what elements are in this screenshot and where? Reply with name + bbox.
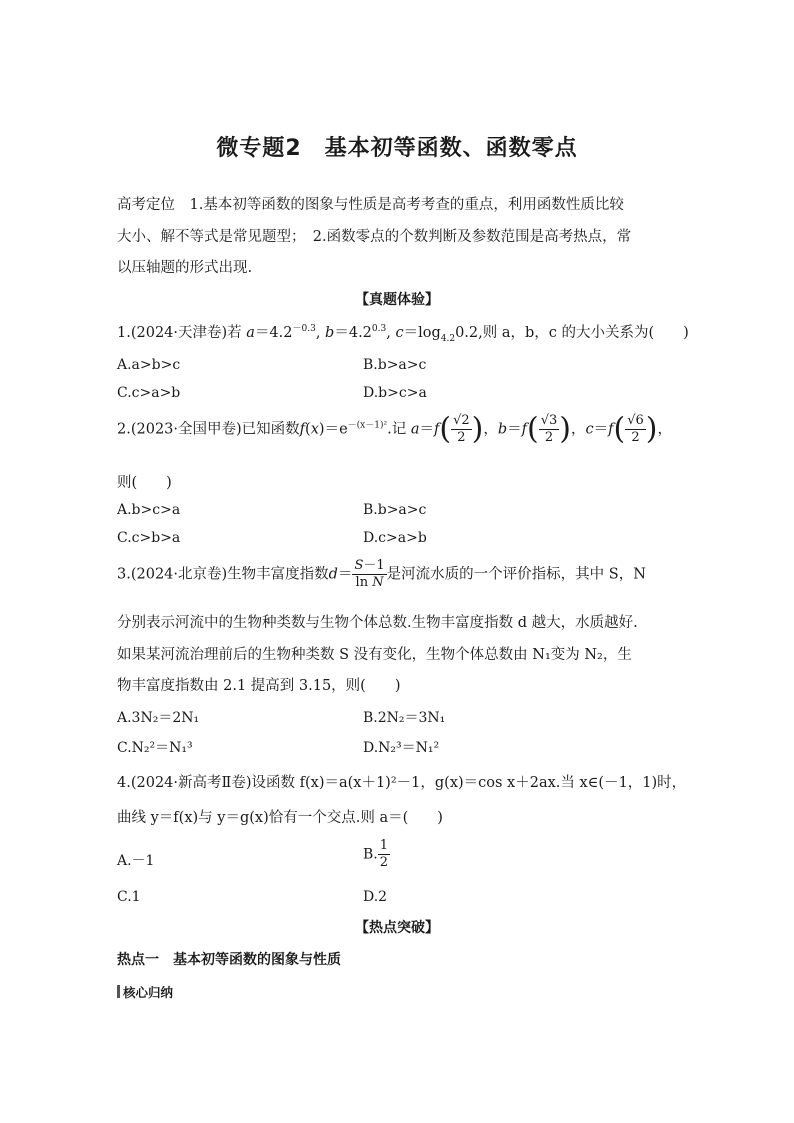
- q3-line-2: 分别表示河流中的生物种类数与生物个体总数.生物丰富度指数 d 越大，水质越好.: [117, 615, 638, 631]
- q2-option-b: B.b>a>c: [363, 502, 427, 518]
- q2-prefix: 2.(2023·全国甲卷)已知函数: [117, 421, 300, 438]
- intro-line-1: 高考定位 1.基本初等函数的图象与性质是高考考查的重点，利用函数性质比较: [117, 197, 624, 213]
- q1-prefix: 1.(2024·天津卷)若: [117, 325, 242, 341]
- q3-option-b: B.2N₂＝3N₁: [363, 710, 446, 726]
- q4-option-c: C.1: [117, 889, 141, 905]
- section-heading-real-exam: 【真题体验】: [355, 292, 439, 308]
- question-1-stem: 1.(2024·天津卷)若 $a=4.2^{-0.3}$, $b=4.2^{0.3}$, $c=\log_{4.2}0.2$,则 a，b，c 的大小关系为( ): [117, 324, 689, 344]
- q3-prefix: 3.(2024·北京卷)生物丰富度指数: [117, 566, 329, 583]
- q4-option-b-num: 1: [379, 838, 389, 853]
- q3-option-a: A.3N₂＝2N₁: [117, 710, 200, 726]
- q1-suffix: ,则 a，b，c 的大小关系为( ): [478, 325, 689, 341]
- q3-line-3: 如果某河流治理前后的生物种类数 S 没有变化，生物个体总数由 N₁变为 N₂，生: [117, 647, 632, 663]
- section-bar-marker: [117, 985, 120, 998]
- q4-option-b-den: 2: [379, 855, 389, 870]
- q1-option-a: A.a>b>c: [117, 357, 181, 373]
- page-title: 微专题2 基本初等函数、函数零点: [216, 136, 578, 161]
- q4-option-d: D.2: [363, 889, 388, 905]
- intro-line-3: 以压轴题的形式出现.: [117, 260, 253, 276]
- question-2-stem: 2.(2023·全国甲卷)已知函数$f(x)=e^{-(x-1)^2}$.记 a＝f( $\frac{√2}{2}$ )，b＝f( $\frac{√3}{2}$ )，c＝f( $\frac{√6}{2}$ )，: [117, 411, 673, 447]
- q1-option-c: C.c>a>b: [117, 385, 181, 401]
- hotspot-1-heading: 热点一 基本初等函数的图象与性质: [117, 952, 341, 968]
- core-summary-text: 核心归纳: [123, 985, 174, 1000]
- q4-option-b: [363, 838, 390, 871]
- section-heading-hotspot: 【热点突破】: [355, 920, 439, 936]
- q4-option-b-label: B.: [363, 846, 378, 863]
- q1-option-b: B.b>a>c: [363, 357, 427, 373]
- q1-option-d: D.b>c>a: [363, 385, 427, 401]
- core-summary-label: [117, 983, 173, 1001]
- q2-option-a: A.b>c>a: [117, 502, 181, 518]
- intro-line-2: 大小、解不等式是常见题型； 2.函数零点的个数判断及参数范围是高考热点，常: [117, 229, 632, 245]
- q4-line-1: 4.(2024·新高考Ⅱ卷)设函数 f(x)＝a(x＋1)²－1，g(x)＝cos x＋2ax.当 x∈(－1，1)时，: [117, 775, 687, 791]
- q4-line-2: 曲线 y＝f(x)与 y＝g(x)恰有一个交点.则 a＝( ): [117, 810, 443, 826]
- q2-option-d: D.c>a>b: [363, 530, 427, 546]
- q3-option-c: C.N₂²＝N₁³: [117, 740, 193, 756]
- q4-option-a: A.－1: [117, 853, 155, 869]
- q2-then: 则( ): [117, 475, 172, 491]
- q3-option-d: D.N₂³＝N₁²: [363, 740, 440, 756]
- q3-suffix: 是河流水质的一个评价指标，其中 S，N: [386, 566, 646, 583]
- q2-option-c: C.c>b>a: [117, 530, 181, 546]
- q3-line-4: 物丰富度指数由 2.1 提高到 3.15，则( ): [117, 678, 401, 694]
- question-3-stem: 3.(2024·北京卷)生物丰富度指数d＝ $\frac{S-1}{\text{ln N}}$ 是河流水质的一个评价指标，其中 S，N: [117, 558, 646, 590]
